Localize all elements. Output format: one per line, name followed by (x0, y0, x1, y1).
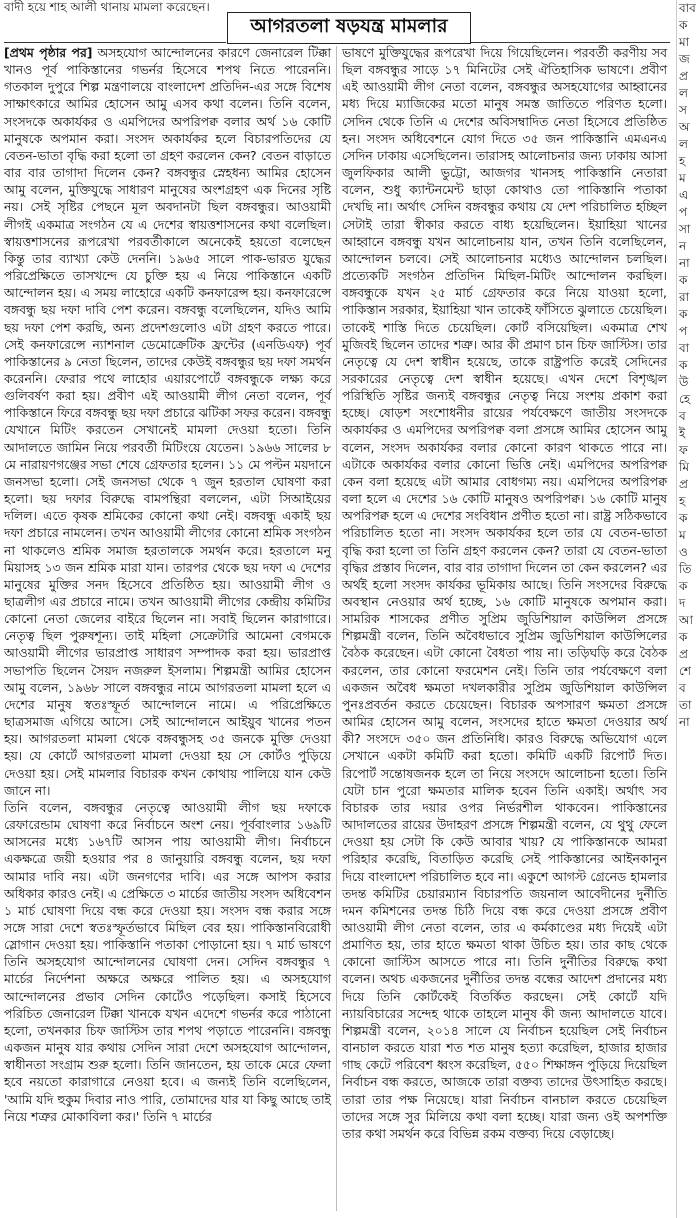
column-divider (336, 46, 337, 1211)
headline-rule-right (470, 42, 670, 43)
previous-article-tail: বাদী হয়ে শাহ আলী থানায় মামলা করেছেন। (4, 0, 210, 14)
article-column-left (4, 44, 331, 1212)
paragraph (4, 44, 331, 799)
headline-rule-left (4, 42, 226, 43)
paragraph: তিনি বলেন, বঙ্গবন্ধুর নেতৃত্বে আওয়ামী লীগ ছয় দফাকে রেফারেন্ডাম ঘোষণা করে নির্বাচনে অংশ নেয়। পূর্ববাংলার ১৬৯টি আসনের মধ্যে ১৬৭টি আসন পায় আওয়ামী লীগ। নির্বাচনে একক্ষত্রে জয়ী হওয়ার পর ৪ জানুয়ারি বঙ্গবন্ধু বলেন, ছয় দফা আমার দাবি নয়। এটা জনগণের দাবি। এর সঙ্গে আপস করার অধিকার কারও নেই। এ প্রেক্ষিতে ৩ মার্চের জাতীয় সংসদ অধিবেশন ১ মার্চ ঘোষণা দিয়ে বন্ধ করে দেওয়া হয়। সংসদ বন্ধ করার সঙ্গে সঙ্গে সারা দেশে স্বতঃস্ফূর্তভাবে মিছিল বের হয়। পাকিস্তানবিরোধী স্লোগান দেওয়া হয়। পাকিস্তানি পতাকা পোড়ানো হয়। ৭ মার্চ ভাষণে তিনি অসহযোগ আন্দোলনের ঘোষণা দেন। সেদিন বঙ্গবন্ধুর ৭ মার্চের নির্দেশনা অক্ষরে অক্ষরে পালিত হয়। এ অসহযোগ আন্দোলনের প্রভাব সেদিন কোর্টেও পড়েছিল। কসাই হিসেবে পরিচিত জেনারেল টিক্কা খানকে যখন এদেশে গভর্নর করে পাঠানো হলো, তখনকার চিফ জাস্টিস তার শপথ পড়াতে পারেননি। বঙ্গবন্ধু একজন মানুষ যার কথায় সেদিন সারা দেশে অসহযোগ আন্দোলন, স্বাধীনতা সংগ্রাম শুরু হলো। তিনি জানতেন, হয় তাকে মেরে ফেলা হবে নয়তো কারাগারে নেওয়া হবে। এ জন্যই তিনি বলেছিলেন, 'আমি যদি হুকুম দিবার নাও পারি, তোমাদের যার যা কিছু আছে তাই নিয়ে শত্রুর মোকাবিলা কর।' তিনি ৭ মার্চের (4, 799, 332, 1124)
headline-box (227, 12, 471, 44)
adjacent-article-edge: বাব ক মা জ প্র ল স অ ল হ ম এ প সা ন না ক রা ক প বা ক উ হে ব ই ফ মি প্র হ ক ম ও তি ক দ আ ক প্র শে ব তা না (676, 0, 693, 1218)
paragraph-text: অসহযোগ আন্দোলনের কারণে জেনারেল টিক্কা খানও পূর্ব পাকিস্তানের গভর্নর হিসেবে শপথ নিতে পারেননি। গতকাল দুপুরে শিল্প মন্ত্রণালয়ে বাংলাদেশ প্রতিদিন-এর সঙ্গে বিশেষ সাক্ষাৎকারে আমির হোসেন আমু এসব কথা বলেন। তিনি বলেন, সংসদকে অকার্যকর ও এমপিদের অপরিপক্ব বলার অর্থ ১৬ কোটি মানুষকে অপমান করা। সংসদ অকার্যকর হলে বিচারপতিদের যে বেতন-ভাতা বৃদ্ধি করা হলো তা গ্রহণ করলেন কেন? বেতন বাড়াতে বার বার তাগাদা দিলেন কেন? বঙ্গবন্ধুর স্নেহধন্য আমির হোসেন আমু বলেন, মুক্তিযুদ্ধে সাধারণ মানুষের অংশগ্রহণ এক দিনের সৃষ্টি নয়। সেই সৃষ্টির পেছনে মূল অবদানটা ছিল বঙ্গবন্ধুর। আওয়ামী লীগই একমাত্র সংগঠন যে এ দেশের স্বায়ত্তশাসনের কথা বলেছিল। স্বায়ত্তশাসনের রূপরেখা পরবর্তীকালে অনেকেই হয়তো বলেছেন কিন্তু তার ব্যাখ্যা কেউ দেননি। ১৯৬৫ সালে পাক-ভারত যুদ্ধের পরিপ্রেক্ষিতে তাসখন্দে যে চুক্তি হয় এ নিয়ে পাকিস্তানে একটি আন্দোলন হয়। এ সময় লাহোরে একটি কনফারেন্স হয়। কনফারেন্সে বঙ্গবন্ধু ছয় দফা দাবি পেশ করেন। বঙ্গবন্ধু বলেছিলেন, যদিও আমি ছয় দফা পেশ করছি, অন্য প্রদেশগুলোও এটা গ্রহণ করতে পারে। সেই কনফারেন্সে ন্যাশনাল ডেমোক্রেটিক ফ্রন্টের (এনডিএফ) পূর্ব পাকিস্তানের ৯ নেতা ছিলেন, তাদের কেউই বঙ্গবন্ধুর ছয় দফা সমর্থন করেননি। ফেরার পথে লাহোর এয়ারপোর্টে বঙ্গবন্ধুকে লক্ষ্য করে গুলিবর্ষণ করা হয়। প্রবীণ এই আওয়ামী লীগ নেতা বলেন, পূর্ব পাকিস্তানে ফিরে বঙ্গবন্ধু ছয় দফা প্রচারে ঝটিকা সফর করেন। বঙ্গবন্ধু যেখানে মিটিং করতেন সেখানেই মামলা দেওয়া হতো। তিনি আদালতে জামিন নিয়ে পরবর্তী মিটিংয়ে যেতেন। ১৯৬৬ সালের ৮ মে নারায়ণগঞ্জের সভা শেষে গ্রেফতার হলেন। ১১ মে পল্টন ময়দানে জনসভা হলো। সেই জনসভা থেকে ৭ জুন হরতাল ঘোষণা করা হলো। ছয় দফার বিরুদ্ধে বামপন্থিরা বললেন, এটা সিআইয়ের দলিল। এতে কৃষক শ্রমিকের কোনো কথা নেই। বঙ্গবন্ধু একাই ছয় দফা প্রচারে নামলেন। তখন আওয়ামী লীগের কোনো শ্রমিক সংগঠন না থাকলেও শ্রমিক সমাজ হরতালকে সমর্থন করে। হরতালে মনু মিয়াসহ ১৩ জন শ্রমিক মারা যান। তারপর থেকে ছয় দফা এ দেশের মানুষের মুক্তির সনদ হিসেবে প্রতিষ্ঠিত হয়। আওয়ামী লীগ ও ছাত্রলীগ এর প্রচারে নামে। তখন আওয়ামী লীগের কেন্দ্রীয় কমিটির কোনো নেতা জেলের বাইরে ছিলেন না। সবাই ছিলেন কারাগারে। নেতৃত্ব ছিল পুরুষশূন্য। তাই মহিলা সেক্রেটারি আমেনা বেগমকে আওয়ামী লীগের ভারপ্রাপ্ত সাধারণ সম্পাদক করা হয়। ভারপ্রাপ্ত সভাপতি ছিলেন সৈয়দ নজরুল ইসলাম। শিল্পমন্ত্রী আমির হোসেন আমু বলেন, ১৯৬৮ সালে বঙ্গবন্ধুর নামে আগরতলা মামলা হলে এ দেশের মানুষ স্বতঃস্ফূর্ত আন্দোলনে নামে। এ পরিপ্রেক্ষিতে ছাত্রসমাজ এগিয়ে আসে। সেই আন্দোলনে আইয়ুব খানের পতন হয়। আগরতলা মামলা থেকে বঙ্গবন্ধুসহ ৩৫ জনকে মুক্তি দেওয়া হয়। যে কোর্টে আগরতলা মামলা দেওয়া হয় সে কোর্টও পুড়িয়ে দেওয়া হয়। সেই মামলার বিচারক কখন কোথায় পালিয়ে যান কেউ জানে না। (4, 45, 331, 798)
article-column-right (342, 44, 667, 1212)
paragraph: ভাষণে মুক্তিযুদ্ধের রূপরেখা দিয়ে গিয়েছিলেন। পরবর্তী করণীয় সব ছিল বঙ্গবন্ধুর সাড়ে ১৭ মিনিটের সেই ঐতিহাসিক ভাষণে। প্রবীণ এই আওয়ামী লীগ নেতা বলেন, বঙ্গবন্ধুর অসহযোগের আহ্বানের মধ্য দিয়ে ম্যাজিকের মতো মানুষ সমস্ত জাতিতে পরিণত হলো। সেদিন থেকে তিনি এ দেশের অবিসম্বাদিত নেতা হিসেবে প্রতিষ্ঠিত হন। সংসদ অধিবেশনে যোগ দিতে ৩৫ জন পাকিস্তানি এমএনএ সেদিন ঢাকায় এসেছিলেন। তারাসহ আলোচনার জন্য ঢাকায় আসা জুলফিকার আলী ভুট্টো, আজগর খানসহ পাকিস্তানি নেতারা বলেন, শুধু ক্যান্টনমেন্ট ছাড়া কোথাও তো পাকিস্তানি পতাকা দেখছি না। অর্থাৎ সেদিন বঙ্গবন্ধুর কথায় যে দেশ পরিচালিত হচ্ছিল সেটাই তারা স্বীকার করতে বাধ্য হয়েছিলেন। ইয়াহিয়া খানের আহ্বানে বঙ্গবন্ধু যখন আলোচনায় যান, তখন তিনি বলেছিলেন, আন্দোলন চলবে। সেই আলোচনার মধ্যেও আন্দোলন চলছিল। প্রত্যেকটি সংগঠন প্রতিদিন মিছিল-মিটিং আন্দোলন করছিল। বঙ্গবন্ধুকে যখন ২৫ মার্চ গ্রেফতার করে নিয়ে যাওয়া হলো, পাকিস্তান সরকার, ইয়াহিয়া খান তাকেই ফাঁসিতে ঝুলাতে চেয়েছিল। তাকেই শাস্তি দিতে চেয়েছিল। কোর্ট বসিয়েছিল। একমাত্র শেখ মুজিবই ছিলেন তাদের শত্রু। আর কী প্রমাণ চান চিফ জাস্টিস। তার নেতৃত্বে যে দেশ স্বাধীন হয়েছে, তাকে রাষ্ট্রপতি করেই সেদিনের সরকারের নেতৃত্বে দেশ স্বাধীন হয়েছে। এখন দেশে বিশৃঙ্খল পরিস্থিতি সৃষ্টির জন্যই বঙ্গবন্ধুর নেতৃত্ব নিয়ে সংশয় প্রকাশ করা হচ্ছে। ষোড়শ সংশোধনীর রায়ের পর্যবেক্ষণে জাতীয় সংসদকে অকার্যকর ও এমপিদের অপরিপক্ব বলা প্রসঙ্গে আমির হোসেন আমু বলেন, সংসদ অকার্যকর বলার কোনো কারণ থাকতে পারে না। এটাকে অকার্যকর বলার কোনো ভিত্তি নেই। এমপিদের অপরিপক্ব কেন বলা হয়েছে এটা আমার বোধগম্য নয়। এমপিদের অপরিপক্ব বলা হলে এ দেশের ১৬ কোটি মানুষও অপরিপক্ব। ১৬ কোটি মানুষ অপরিপক্ব হলে এ দেশের সংবিধান প্রণীত হতো না। রাষ্ট্র সঠিকভাবে পরিচালিত হতো না। সংসদ অকার্যকর হলে তার যে বেতন-ভাতা বৃদ্ধি করা হলো তা তিনি গ্রহণ করলেন কেন? তারা যে বেতন-ভাতা বৃদ্ধির প্রস্তাব দিলেন, বার বার তাগাদা দিলেন তা কেন করলেন? এর অর্থই হলো সংসদ কার্যকর ভূমিকায় আছে। তিনি সংসদের বিরুদ্ধে অবস্থান নেওয়ার অর্থ হচ্ছে, ১৬ কোটি মানুষকে অপমান করা। সামরিক শাসকের প্রণীত সুপ্রিম জুডিশিয়াল কাউন্সিল প্রসঙ্গে শিল্পমন্ত্রী বলেন, তিনি অবৈধভাবে সুপ্রিম জুডিশিয়াল কাউন্সিলের বৈঠক করেছেন। এটা কোনো বৈধতা পায় না। তড়িঘড়ি করে বৈঠক করলেন, তার কোনো ফরমেশন নেই। তিনি তার পর্যবেক্ষণে বলা একজন অবৈধ ক্ষমতা দখলকারীর সুপ্রিম জুডিশিয়াল কাউন্সিল পুনঃপ্রবর্তন করতে চেয়েছেন। বিচারক অপসারণ ক্ষমতা প্রসঙ্গে আমির হোসেন আমু বলেন, সংসদের হাতে ক্ষমতা দেওয়ার অর্থ কী? সংসদে ৩৫০ জন প্রতিনিধি। কারও বিরুদ্ধে অভিযোগ এলে সেখানে একটা কমিটি করা হতো। কমিটি একটি রিপোর্ট দিত। রিপোর্ট সন্তোষজনক হলে তা নিয়ে সংসদে আলোচনা হতো। তিনি যেটা চান পুরো ক্ষমতার মালিক হবেন তিনি একাই। অর্থাৎ সব বিচারক তার দয়ার ওপর নির্ভরশীল থাকবেন। পাকিস্তানের আদালতের রায়ের উদাহরণ প্রসঙ্গে শিল্পমন্ত্রী বলেন, যে থুথু ফেলে দেওয়া হয় সেটা কি কেউ আবার খায়? যে পাকিস্তানকে আমরা পরিহার করেছি, বিতাড়িত করেছি সেই পাকিস্তানের আইনকানুন দিয়ে বাংলাদেশ পরিচালিত হবে না। একুশে আগস্ট গ্রেনেড হামলার তদন্ত কমিটির চেয়ারম্যান বিচারপতি জয়নাল আবেদীনের দুর্নীতি দমন কমিশনের তদন্ত চিঠি দিয়ে বন্ধ করে দেওয়া প্রসঙ্গে প্রবীণ আওয়ামী লীগ নেতা বলেন, তার এ কর্মকাণ্ডের মধ্য দিয়েই এটা প্রমাণিত হয়, তার হাতে ক্ষমতা থাকা উচিত হয়। তার কাছ থেকে কোনো জাস্টিস আসতে পারে না। তিনি দুর্নীতির বিরুদ্ধে কথা বলেন। অথচ একজনের দুর্নীতির তদন্ত বন্ধের আদেশ প্রদানের মধ্য দিয়ে তিনি কোর্টকেই বিতর্কিত করছেন। সেই কোর্টে যদি ন্যায়বিচারের সন্দেহ থাকে তাহলে মানুষ কী জন্য আদালতে যাবে। শিল্পমন্ত্রী বলেন, ২০১৪ সালে যে নির্বাচন হয়েছিল সেই নির্বাচন বানচাল করতে যারা শত শত মানুষ হত্যা করেছিল, হাজার হাজার গাছ কেটে পরিবেশ ধ্বংস করেছিল, ৫৫০ শিক্ষাঙ্গন পুড়িয়ে দিয়েছিল নির্বাচন বন্ধ করতে, আজকে তারা বক্তব্য তাদের উৎসাহিত করছে। তারা তার পক্ষ নিয়েছে। যারা নির্বাচন বানচাল করতে চেয়েছিল তাদের সঙ্গে সুর মিলিয়ে কথা বলা হচ্ছে। যারা জন্য ওই অপশক্তি তার কথা সমর্থন করে বিভিন্ন রকম বক্তব্য দিয়ে বেড়াচ্ছে। (342, 45, 667, 1141)
continued-from-kicker: [প্রথম পৃষ্ঠার পর] (4, 45, 93, 60)
headline: আগরতলা ষড়যন্ত্র মামলার (250, 15, 448, 37)
